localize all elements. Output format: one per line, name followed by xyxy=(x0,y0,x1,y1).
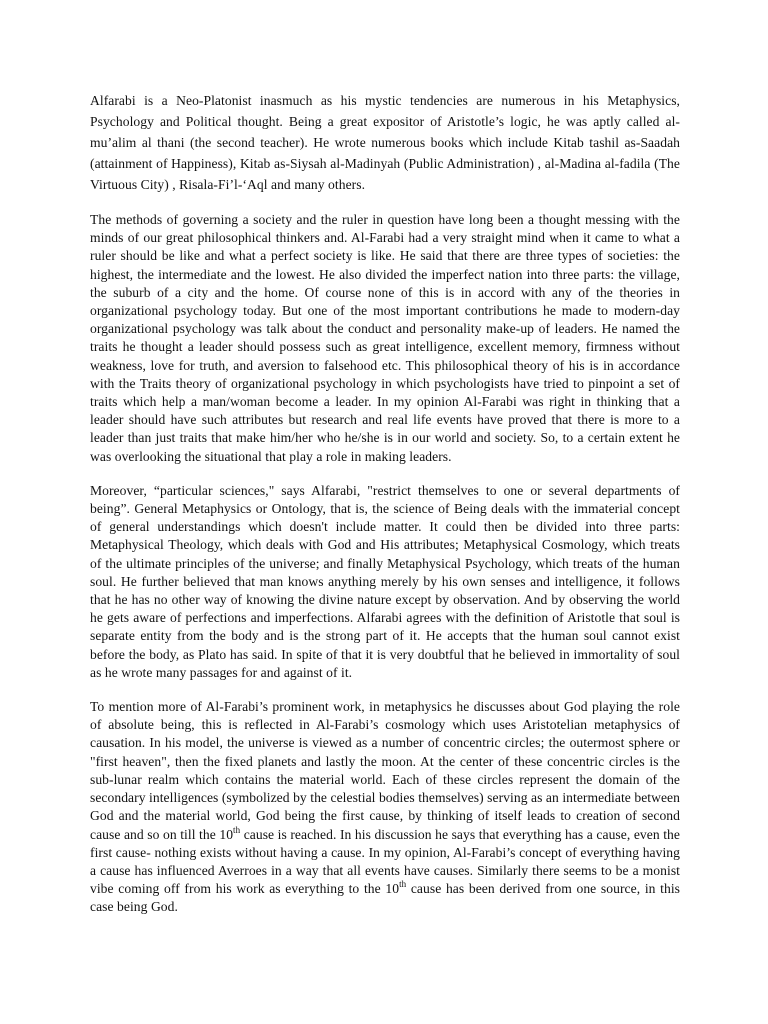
ordinal-superscript: th xyxy=(399,879,407,890)
paragraph-particular-sciences: Moreover, “particular sciences," says Alfarabi, "restrict themselves to one or several departments of being”. General Metaphysics or Ontology, that is, the science of Being deals with the immaterial concept of general understandings which doesn't include matter. It could then be divided into three parts: Metaphysical Theology, which deals with God and His attributes; Metaphysical Cosmology, which treats of the ultimate principles of the universe; and finally Metaphysical Psychology, which treats of the human soul. He further believed that man knows anything merely by his own senses and intelligence, it follows that he has no other way of knowing the divine nature except by observation. And by observing the world he gets aware of perfections and imperfections. Alfarabi agrees with the definition of Aristotle that soul is separate entity from the body and is the strong part of it. He accepts that the human soul cannot exist before the body, as Plato has said. In spite of that it is very doubtful that he believed in immortality of soul as he wrote many passages for and against of it. xyxy=(90,482,680,680)
paragraph-alfarabi-intro: Alfarabi is a Neo-Platonist inasmuch as his mystic tendencies are numerous in his Metaphysics, Psychology and Political thought. Being a great expositor of Aristotle’s logic, he was aptly called al-mu’alim al thani (the second teacher). He wrote numerous books which include Kitab tashil as-Saadah (attainment of Happiness), Kitab as-Siysah al-Madinyah (Public Administration) , al-Madina al-fadila (The Virtuous City) , Risala-Fi’l-‘Aql and many others. xyxy=(90,93,680,192)
ordinal-superscript: th xyxy=(233,824,241,835)
paragraph-text-segment: cause is reached. In his discussion he says that everything has a cause, even the first cause- nothing exists without having a cause. In my opinion, Al-Farabi’s concept of everything having a cause has influenced Averroes in a way that all events have causes. Similarly there seems to be a monist vibe coming off from his work as everything to the 10 xyxy=(90,826,680,897)
paragraph-metaphysics-cosmology xyxy=(90,698,680,916)
paragraph-governing-society: The methods of governing a society and the ruler in question have long been a thought messing with the minds of our great philosophical thinkers and. Al-Farabi had a very straight mind when it came to what a ruler should be like and what a perfect society is like. He said that there are three types of societies: the highest, the intermediate and the lowest. He also divided the imperfect nation into three parts: the village, the suburb of a city and the home. Of course none of this is in accord with any of the theories in organizational psychology today. But one of the most important contributions he made to modern-day organizational psychology was talk about the conduct and personality make-up of leaders. He named the traits he thought a leader should possess such as great intelligence, excellent memory, firmness without weakness, love for truth, and aversion to falsehood etc. This philosophical theory of his is in accordance with the Traits theory of organizational psychology in which psychologists have tried to pinpoint a set of traits which help a man/woman become a leader. In my opinion Al-Farabi was right in thinking that a leader should have such attributes but research and real life events have proved that there is more to a leader than just traits that make him/her who he/she is in our world and society. So, to a certain extent he was overlooking the situational that play a role in making leaders. xyxy=(90,212,680,464)
paragraph-text-segment: cause has been derived from one source, in this case being God. xyxy=(90,881,680,915)
document-page xyxy=(90,90,680,917)
paragraph-text-segment: To mention more of Al-Farabi’s prominent work, in metaphysics he discusses about God playing the role of absolute being, this is reflected in Al-Farabi’s cosmology which uses Aristotelian metaphysics of causation. In his model, the universe is viewed as a number of concentric circles; the outermost sphere or "first heaven", then the fixed planets and lastly the moon. At the center of these concentric circles is the sub-lunar realm which contains the material world. Each of these circles represent the domain of the secondary intelligences (symbolized by the celestial bodies themselves) serving as an intermediate between God and the material world, God being the first cause, by thinking of itself leads to creation of second cause and so on till the 10 xyxy=(90,699,680,842)
